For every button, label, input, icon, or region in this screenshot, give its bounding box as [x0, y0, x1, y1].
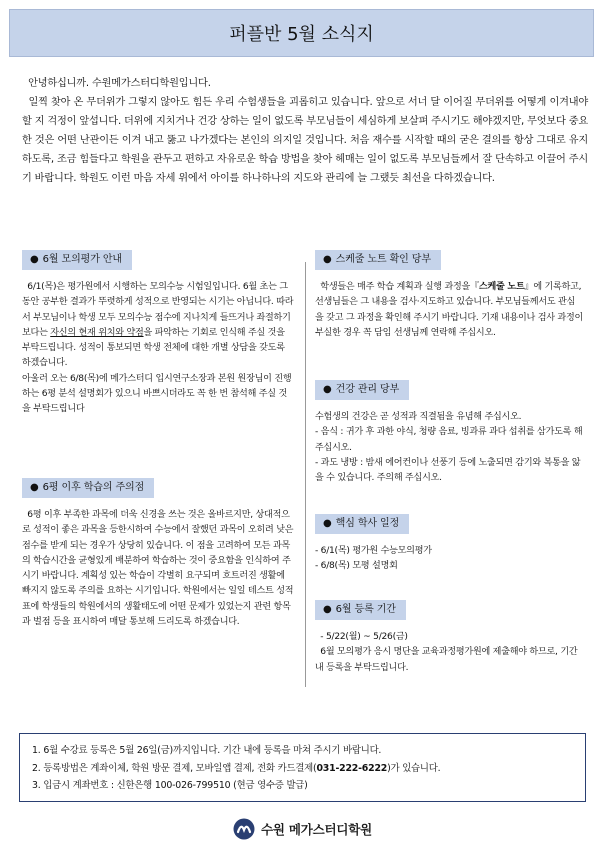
notice-line-3: 3. 입금시 계좌번호 : 신한은행 100-026-799510 (현금 영수증 발급) [32, 780, 308, 791]
paragraph-text: 을 파악하는 기회로 인식해 주실 것을 부탁드립니다. 성적이 통보되면 학생 전체에 대한 개별 상담을 갖도록 하겠습니다. [22, 327, 285, 369]
phone-number: 031-222-6222 [316, 762, 388, 774]
section-heading [315, 250, 441, 270]
academy-name: 수원 메가스터디학원 [260, 822, 373, 837]
section-heading-text: 스케줄 노트 확인 당부 [335, 254, 431, 265]
bullet-icon: ● [30, 482, 39, 493]
bullet-icon: ● [30, 254, 39, 265]
section-body [315, 280, 583, 341]
section-body [22, 280, 294, 418]
paragraph-text: 6평 이후 부족한 과목에 더욱 신경을 쓰는 것은 올바르지만, 상대적으로 성적이 좋은 과목을 등한시하여 수능에서 잘했던 과목이 오히려 낮은 점수를 받게 되는 경우가 상당히 있습니다. 이 점을 고려하여 모든 과목의 학습시간을 균형있게 배분하여 학습하는 것이 중요함을 인식하여 주시기 바랍니다. 계획성 있는 학습이 각별히 요구되며 흐트러진 생활에 빠지지 않도록 주의를 요하는 시기입니다. 학원에서는 일일 테스트 성적표에 학생들의 학원에서의 생활태도에 어떤 문제가 있었는지 관련 항목과 벌점 등을 표시하여 매달 통보해 드리도록 하겠습니다. [22, 510, 294, 628]
bullet-icon: ● [323, 604, 332, 615]
paragraph-text: 』에 기록하고, 선생님들은 그 내용을 검사·지도하고 있습니다. 부모님들께서도 관심을 갖고 그 과정을 확인해 주시기 바랍니다. 기재 내용이나 검사 과정이 부실한 경우 꼭 담임 선생님께 연락해 주십시오. [315, 282, 584, 338]
health-line-2: - 음식 : 귀가 후 과한 야식, 청량 음료, 빙과류 과다 섭취를 삼가도록 해 주십시오. [315, 427, 583, 453]
section-heading [315, 600, 406, 620]
paragraph-text: 6/1(목)은 평가원에서 시행하는 모의수능 시험일입니다. 6월 초는 그 동안 공부한 결과가 뚜렷하게 성적으로 반영되는 시기는 아닙니다. 따라서 부모님이나 학생 모두 모의수능 점수에 지나치게 들뜨거나 좌절하기보다는 [22, 282, 294, 338]
section-heading [22, 250, 132, 270]
section-heading-text: 6평 이후 학습의 주의점 [42, 482, 145, 493]
newsletter-title: 퍼플반 5월 소식지 [9, 9, 594, 57]
intro-section [22, 74, 588, 188]
health-line-1: 수험생의 건강은 곧 성적과 직결됨을 유념해 주십시오. [315, 412, 522, 422]
underlined-text: 자신의 현재 위치와 약점 [50, 327, 144, 338]
paragraph-text: 학생들은 매주 학습 계획과 실행 과정을『 [320, 282, 479, 292]
section-body [315, 410, 583, 486]
schedule-note-paragraph [315, 280, 583, 341]
section-heading [315, 514, 409, 534]
health-line-3: - 과도 냉방 : 밤새 에어컨이나 선풍기 등에 노출되면 감기와 복통을 앓을 수 있습니다. 주의해 주십시오. [315, 457, 581, 484]
section-heading-text: 핵심 학사 일정 [335, 518, 400, 529]
intro-body [22, 93, 588, 188]
section-body [315, 630, 583, 676]
registration-body [315, 645, 583, 676]
schedule-note-section [315, 250, 583, 341]
intro-greeting-text: 안녕하십니까. 수원메가스터디학원입니다. [28, 78, 211, 89]
notice-line-1: 1. 6월 수강료 등록은 5월 26일(금)까지입니다. 기간 내에 등록을 마쳐 주시기 바랍니다. [32, 745, 382, 756]
bullet-icon: ● [323, 384, 332, 395]
june-mock-paragraph-1 [22, 280, 294, 372]
bold-text: 스케줄 노트 [478, 282, 525, 292]
bullet-icon: ● [323, 518, 332, 529]
schedule-item: - 6/8(목) 모평 설명회 [315, 561, 398, 572]
section-body [315, 544, 432, 575]
registration-body-text: 6월 모의평가 응시 명단을 교육과정평가원에 제출해야 하므로, 기간 내 등록을 부탁드립니다. [315, 647, 578, 673]
section-heading [22, 478, 154, 498]
notice-line-2 [32, 760, 573, 778]
section-body [22, 508, 294, 630]
after-june-paragraph [22, 508, 294, 630]
june-mock-paragraph-2: 아울러 오는 6/8(목)에 메가스터디 입시연구소장과 본원 원장님이 진행하는 6평 분석 설명회가 있으니 바쁘시더라도 꼭 한 번 참석해 주실 것을 부탁드립니다 [22, 373, 292, 415]
bullet-icon: ● [323, 254, 332, 265]
footer [0, 815, 605, 843]
june-registration-section [315, 600, 583, 676]
registration-period [315, 630, 583, 645]
schedule-item: - 6/1(목) 평가원 수능모의평가 [315, 546, 432, 556]
intro-body-text: 일찍 찾아 온 무더위가 그렇지 않아도 힘든 우리 수험생들을 괴롭히고 있습니다. 앞으로 서너 달 이어질 무더위를 어떻게 이겨내야 할 지 걱정이 앞섭니다. 더위에 지치거나 건강 상하는 일이 없도록 부모님들이 세심하게 보살펴 주시기도 해야겠지만, 무엇보다 중요한 것은 어떤 난관이든 이겨 내고 뚫고 나가겠다는 본인의 의지일 것입니다. 처음 재수를 시작할 때의 굳은 결의를 항상 그대로 유지하도록, 조금 힘들다고 학원을 관두고 편하고 자유로운 학습 방법을 찾아 헤매는 일이 없도록 부모님들께서 잘 단속하고 이끌어 주시기 바랍니다. 학원도 이런 마음 자세 위에서 아이를 하나하나의 지도와 관리에 늘 그랬듯 최선을 다하겠습니다. [22, 97, 589, 184]
column-divider [305, 262, 306, 687]
intro-greeting [22, 74, 588, 93]
june-mock-section [22, 250, 294, 418]
academic-schedule-section [315, 514, 432, 575]
section-heading-text: 건강 관리 당부 [335, 384, 400, 395]
section-heading-text: 6월 모의평가 안내 [42, 254, 122, 265]
notice-text: 2. 등록방법은 계좌이체, 학원 방문 결제, 모바일앱 결제, 전화 카드결제( [32, 762, 317, 774]
registration-notice-box [19, 733, 586, 802]
after-june-section [22, 478, 294, 630]
registration-period-text: - 5/22(월) ~ 5/26(금) [320, 632, 408, 642]
health-section [315, 380, 583, 486]
academy-logo-icon [233, 818, 255, 840]
section-heading-text: 6월 등록 기간 [335, 604, 396, 615]
notice-text: )가 있습니다. [387, 762, 441, 774]
section-heading [315, 380, 409, 400]
